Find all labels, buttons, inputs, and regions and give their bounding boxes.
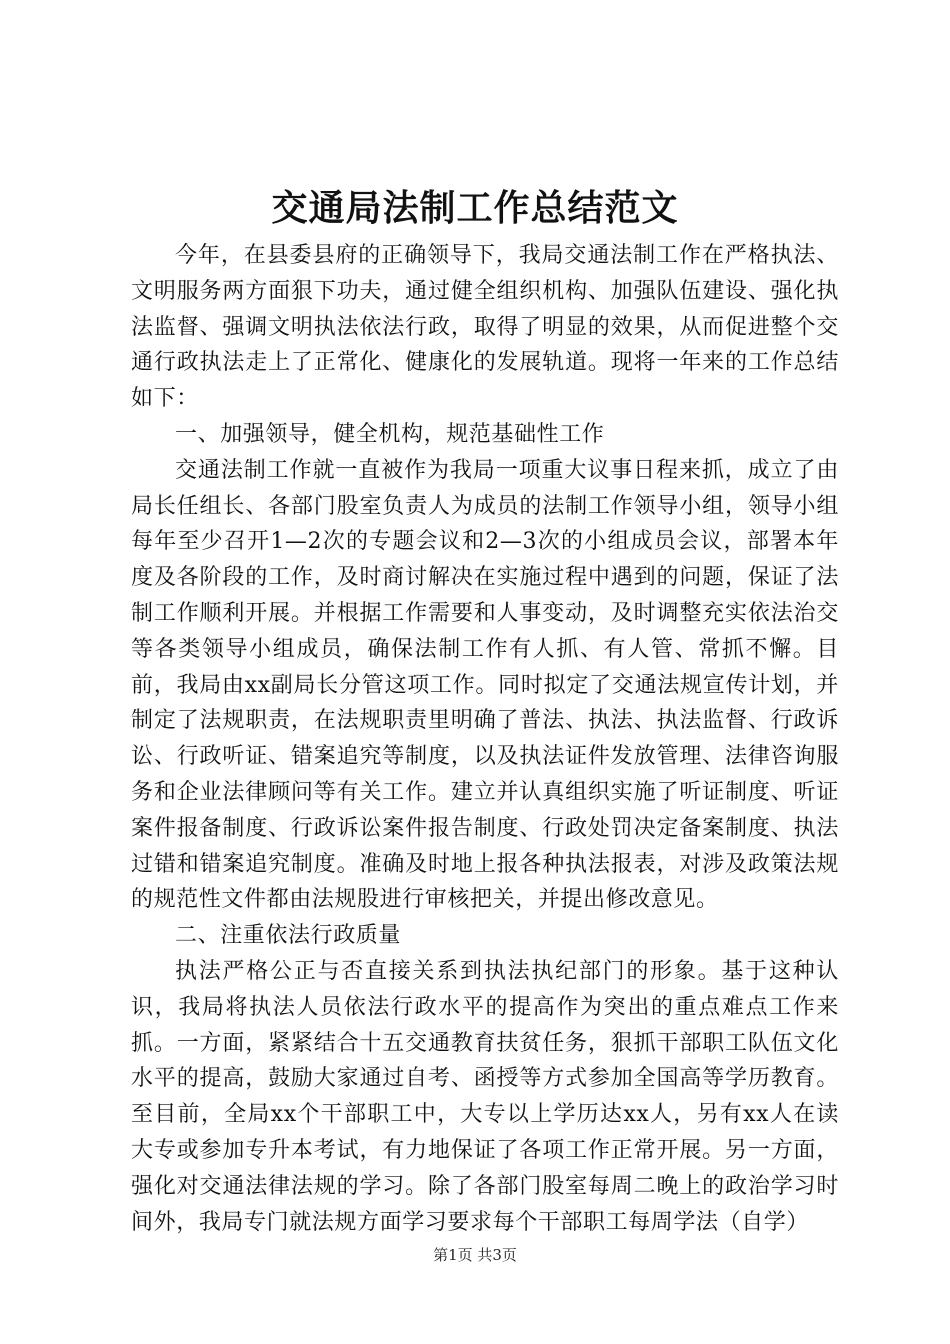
section-heading-1: 一、加强领导，健全机构，规范基础性工作 <box>175 421 605 447</box>
section-2-paragraph: 执法严格公正与否直接关系到执法执纪部门的形象。基于这种认识，我局将执法人员依法行政水平的提高作为突出的重点难点工作来抓。一方面，紧紧结合十五交通教育扶贫任务，狠抓干部职工队伍文化水平的提高，鼓励大家通过自考、函授等方式参加全国高等学历教育。至目前，全局xx个干部职工中，大专以上学历达xx人，另有xx人在读大专或参加专升本考试，有力地保证了各项工作正常开展。另一方面，强化对交通法律法规的学习。除了各部门股室每周二晚上的政治学习时间外，我局专门就法规方面学习要求每个干部职工每周学法（自学） <box>131 958 839 1235</box>
document-title: 交通局法制工作总结范文 <box>271 187 679 229</box>
document-body <box>131 238 839 1240</box>
section-1-paragraph: 交通法制工作就一直被作为我局一项重大议事日程来抓，成立了由局长任组长、各部门股室负责人为成员的法制工作领导小组，领导小组每年至少召开1—2次的专题会议和2—3次的小组成员会议，部署本年度及各阶段的工作，及时商讨解决在实施过程中遇到的问题，保证了法制工作顺利开展。并根据工作需要和人事变动，及时调整充实依法治交等各类领导小组成员，确保法制工作有人抓、有人管、常抓不懈。目前，我局由xx副局长分管这项工作。同时拟定了交通法规宣传计划，并制定了法规职责，在法规职责里明确了普法、执法、执法监督、行政诉讼、行政听证、错案追究等制度，以及执法证件发放管理、法律咨询服务和企业法律顾问等有关工作。建立并认真组织实施了听证制度、听证案件报备制度、行政诉讼案件报告制度、行政处罚决定备案制度、执法过错和错案追究制度。准确及时地上报各种执法报表，对涉及政策法规的规范性文件都由法规股进行审核把关，并提出修改意见。 <box>131 457 839 913</box>
intro-paragraph: 今年，在县委县府的正确领导下，我局交通法制工作在严格执法、文明服务两方面狠下功夫，通过健全组织机构、加强队伍建设、强化执法监督、强调文明执法依法行政，取得了明显的效果，从而促进整个交通行政执法走上了正常化、健康化的发展轨道。现将一年来的工作总结如下： <box>131 243 839 412</box>
section-heading-2: 二、注重依法行政质量 <box>175 923 402 949</box>
page-footer: 第1页 共3页 <box>433 1246 517 1264</box>
